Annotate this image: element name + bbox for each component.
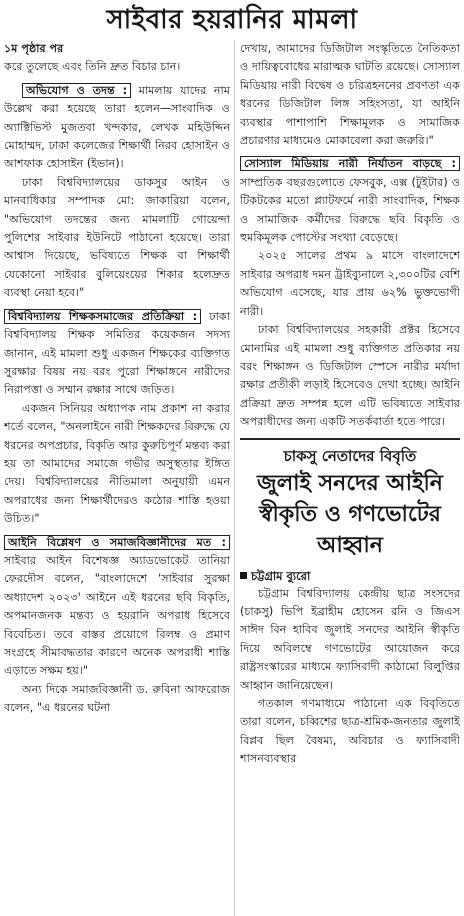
paragraph-legal	[4, 534, 230, 681]
column-divider	[234, 40, 235, 916]
right-column	[240, 40, 460, 916]
paragraph: ঢাকা বিশ্ববিদ্যালয়ের ডাকসুর আইন ও মানবাধিকার সম্পাদক মো: জাকারিয়া বলেন, "অভিযোগ তদন্তের জন্য মামলাটি গোয়েন্দা পুলিশের সাইবার ইউনিটে পাঠানো হয়েছে। তারা আশ্বাস দিয়েছে, ভবিষ্যতে শিক্ষক বা শিক্ষার্থী যেকোনো সাইবার বুলিয়েংয়ের শিকার হলেদ্রুত ব্যবস্থা নেয়া হবে।"	[4, 175, 230, 300]
paragraph: ২০২৫ সালের প্রথম ৯ মাসে বাংলাদেশে সাইবার অপরাধ দমন ট্রাইব্যুনালে ২,৩০০টির বেশি অভিযোগ এসেছে, যার প্রায় ৬২% ভুক্তভোগী নারী।	[240, 249, 460, 318]
paragraph: গতকাল গণমাধ্যমে পাঠানো এক বিবৃতিতে তারা বলেন, চব্বিশের ছাত্র-শ্রমিক-জনতার জুলাই বিপ্লব ছিল বৈষম্য, অবিচার ও ফ্যাসিবাদী শাসনব্যবস্থার	[240, 696, 460, 766]
side-story	[240, 438, 460, 769]
paragraph-text: সাইবার আইন বিশেষজ্ঞ অ্যাডভোকেট তানিয়া ফেরদৌস বলেন, "বাংলাদেশে 'সাইবার সুরক্ষা অধ্যাদেশ ২০২৩' আইনে এই ধরনের ছবি বিকৃতি, অপমানজনক মন্তব্য ও হয়রানি অপরাধ হিসেবে বিবেচিত। তবে বাস্তব প্রয়োগে বিলম্ব ও প্রমাণ সংগ্রহে সীমাবদ্ধতার কারণে অনেক অপরাধী শাস্তি এড়াতে সক্ষম হয়।"	[4, 553, 230, 678]
paragraph: ঢাকা বিশ্ববিদ্যালয়ের সহকারী প্রক্টর হিসেবে মোনামির এই মামলা শুধু ব্যক্তিগত প্রতিকার নয় বরং শিক্ষাঙ্গন ও ডিজিটাল স্পেসে নারীর মর্যাদা রক্ষার প্রতীকী লড়াই হিসেবেও দেখা হচ্ছে। আইনি প্রক্রিয়া দ্রুত সম্পন্ন হলে এটি ভবিষ্যতে সাইবার অপরাধীদের জন্য একটি সতর্কবার্তা হতে পারে।	[240, 323, 460, 429]
side-story-headline: জুলাই সনদের আইনি স্বীকৃতি ও গণভোটের আহ্বান	[257, 469, 443, 558]
headline: সাইবার হয়রানির মামলা	[106, 5, 358, 35]
paragraph: অন্য দিকে সমাজবিজ্ঞানী ড. রুবিনা আফরোজ বলেন, "এ ধরনের ঘটনা	[4, 682, 230, 715]
subheading-social-media: সোস্যাল মিডিয়ায় নারী নির্যাতন বাড়ছে :	[240, 156, 460, 171]
paragraph: একজন সিনিয়র অধ্যাপক নাম প্রকাশ না করার শর্তে বলেন, "অনলাইনে নারী শিক্ষকদের বিরুদ্ধে যে ধরনের অপপ্রচার, বিকৃতি আর কুরুচিপূর্ণ মন্তব্য করা হয় তা আমাদের সমাজে গভীর অসুস্থতার ইঙ্গিত দেয়। বিশ্ববিদ্যালয়ের নীতিমালা অনুযায়ী এমন অপরাধের জন্য শিক্ষার্থীদেরও কঠোর শাস্তি হওয়া উচিত।"	[4, 401, 230, 526]
paragraph: করে তুলেছে এবং তিনি দ্রুত বিচার চান।	[4, 60, 181, 74]
paragraph-text: সাম্প্রতিক বছরগুলোতে ফেসবুক, এক্স (টুইটার) ও টিকটকের মতো প্ল্যাটফর্মে নারী সাংবাদিক, শিক্ষক ও সামাজিক কর্মীদের বিরুদ্ধে ছবি বিকৃতি ও হুমকিমূলক পোস্টের সংখ্যা বেড়েছে।	[240, 175, 460, 245]
square-bullet-icon	[240, 572, 247, 579]
subheading-legal: আইনি বিশ্লেষণ ও সমাজবিজ্ঞানীদের মত :	[4, 535, 230, 550]
subheading-teachers: বিশ্ববিদ্যালয় শিক্ষকসমাজের প্রতিক্রিয়া :	[4, 309, 201, 324]
paragraph-teachers	[4, 308, 230, 400]
left-column	[4, 40, 230, 916]
paragraph-text: ঢাকা বিশ্ববিদ্যালয় শিক্ষক সমিতির কয়েকজন সদস্য জানান, এই মামলা শুধু একজন শিক্ষকের ব্যক্তিগত সুরক্ষার বিষয় নয় বরং পুরো শিক্ষাঙ্গনে নারীদের নিরাপত্তা ও সম্মান রক্ষার সাথে জড়িত।	[4, 309, 230, 397]
byline	[240, 567, 460, 585]
paragraph-text: মামলায় যাদের নাম উল্লেখ করা হয়েছে তারা হলেন—সাংবাদিক ও অ্যাক্টিভিস্ট মুজতবা খন্দকার, লেখক মহিউদ্দিন মোহাম্মদ, ঢাকা কলেজের শিক্ষার্থী নিরব হোসাইন ও আশফাক হোসাইন (ইভান)।	[4, 83, 230, 171]
side-story-kicker: চাকসু নেতাদের বিবৃতি	[283, 446, 417, 465]
paragraph-allegation	[4, 82, 230, 174]
paragraph: চট্টগ্রাম বিশ্ববিদ্যালয় কেন্দ্রীয় ছাত্র সংসদের (চাকসু) ভিপি ইব্রাহীম হোসেন রনি ও জিএস সাঈদ বিন হাবিব জুলাই সনদের আইনি স্বীকৃতি দিয়ে অবিলম্বে গণভোটের আয়োজন করে রাষ্ট্রসংস্কারের মাধ্যমে ফ্যাসিবাদী কাঠামো বিলুপ্তির আহ্বান জানিয়েছেন।	[240, 586, 460, 692]
continued-from-line	[4, 40, 230, 58]
continued-label: ১ম পৃষ্ঠার পর	[4, 42, 64, 55]
byline-text: চট্টগ্রাম ব্যুরো	[251, 568, 311, 583]
subheading-allegation: অভিযোগ ও তদন্ত :	[22, 83, 131, 98]
paragraph: দেখায়, আমাদের ডিজিটাল সংস্কৃতিতে নৈতিকতা ও দায়িত্ববোধের মারাত্মক ঘাটতি রয়েছে। সোস্যাল মিডিয়ায় নারী বিদ্বেষ ও চরিত্রহননের প্রবণতা এক ধরনের ডিজিটাল লিঙ্গ সহিংসতা, যা আইনি ব্যবস্থার পাশাপাশি শিক্ষামূলক ও সামাজিক প্রচারণার মাধ্যমেও মোকাবেলা করা জরুরি।"	[240, 42, 460, 148]
paragraph-social-media	[240, 155, 460, 247]
